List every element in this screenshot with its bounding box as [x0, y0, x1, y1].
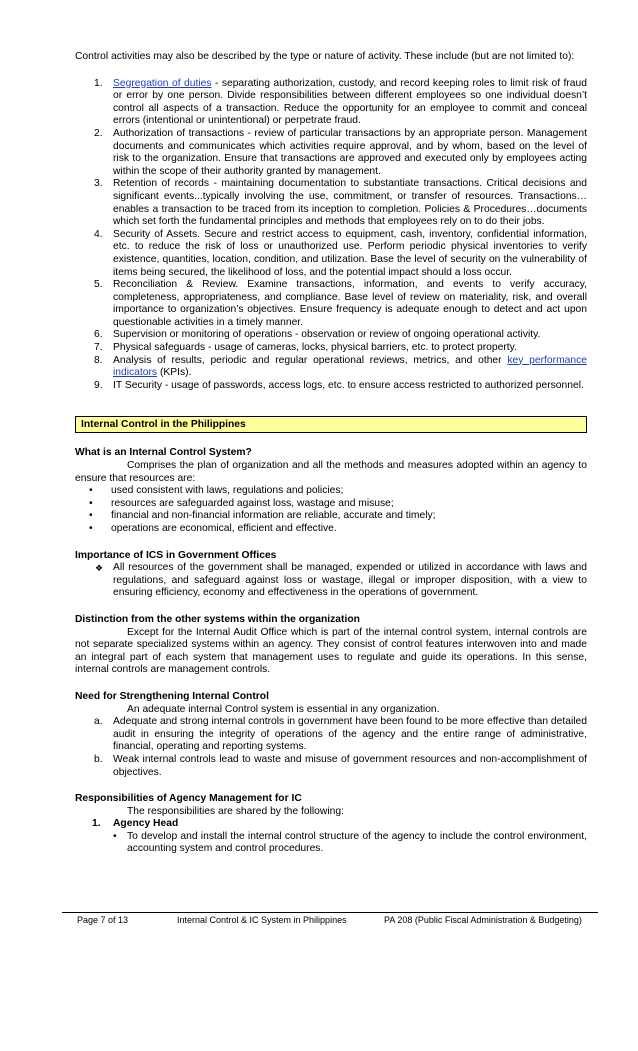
- need-paragraph: An adequate internal Control system is essential in any organization.: [127, 703, 440, 715]
- segregation-of-duties-link[interactable]: Segregation of duties: [113, 77, 212, 89]
- distinction-paragraph: Except for the Internal Audit Office which is part of the internal control system, internal controls are not separate specialized systems within an agency. They consist of control features interwoven into and made an integral part of each system that management uses to regulate and guide its operations. In this sense, internal controls are management controls.: [75, 626, 587, 676]
- list-item: • operations are economical, efficient and effective.: [89, 523, 337, 534]
- importance-list: [75, 562, 587, 600]
- responsibilities-paragraph: The responsibilities are shared by the following:: [127, 805, 344, 817]
- ics-heading: What is an Internal Control System?: [75, 447, 252, 459]
- list-item: 7. Physical safeguards - usage of cameras, locks, physical barriers, etc. to protect property.: [94, 342, 517, 354]
- list-item: • used consistent with laws, regulations and policies;: [89, 485, 344, 497]
- importance-heading: Importance of ICS in Government Offices: [75, 549, 277, 561]
- bullet-icon: •: [113, 830, 117, 842]
- agency-head-subheading: 1. Agency Head: [92, 818, 179, 830]
- ics-bullet-list: [75, 485, 587, 535]
- list-item: 5. Reconciliation & Review. Examine transactions, information, and events to verify accuracy, completeness, appropriateness, and compliance. Base level of review on materiality, risk, and overall importance to organization’s objectives. Ensure frequency is adequate enough to detect and act upon questionable activities in a timely manner.: [94, 279, 587, 328]
- bullet-icon: •: [89, 497, 93, 509]
- list-item: b. Weak internal controls lead to waste and misuse of government resources and non-accomplishment of objectives.: [94, 753, 587, 778]
- footer-course: PA 208 (Public Fiscal Administration & Budgeting): [384, 915, 582, 925]
- list-item: 4. Security of Assets. Secure and restrict access to equipment, cash, inventory, confidential information, etc. to reduce the risk of loss or unauthorized use. Perform periodic physical inventories to verify existence, quantities, location, condition, and utilization. Base the level of security on the vulnerability of items being secured, the likelihood of loss, and the potential impact should a loss occur.: [94, 228, 587, 278]
- page-footer: [62, 912, 598, 925]
- need-list: [75, 716, 587, 779]
- responsibilities-heading: Responsibilities of Agency Management for IC: [75, 793, 302, 805]
- page-number: Page 7 of 13: [77, 915, 129, 925]
- distinction-heading: Distinction from the other systems within the organization: [75, 613, 360, 625]
- intro-paragraph: Control activities may also be described by the type or nature of activity. These include (but are not limited to):: [75, 51, 575, 62]
- list-item: 1. Segregation of duties - separating authorization, custody, and record keeping roles to limit risk of fraud or error by one person. Divide responsibilities between different employees so one individual doesn’t control all aspects of a transaction. Reduce the opportunity for an employee to commit and conceal errors (intentional or unintentional) or perpetrate fraud.: [94, 77, 587, 127]
- ics-paragraph: Comprises the plan of organization and all the methods and measures adopted within an agency to ensure that resources are:: [75, 460, 587, 484]
- control-activities-list: [75, 78, 587, 393]
- diamond-bullet-icon: ❖: [95, 563, 104, 574]
- bullet-icon: •: [89, 523, 93, 534]
- footer-title: Internal Control & IC System in Philippines: [177, 915, 347, 925]
- list-item: 9. IT Security - usage of passwords, access logs, etc. to ensure access restricted to authorized personnel.: [94, 379, 584, 391]
- section-title-box: Internal Control in the Philippines: [75, 416, 587, 433]
- list-item: • financial and non-financial information are reliable, accurate and timely;: [89, 510, 436, 522]
- list-item: 3. Retention of records - maintaining documentation to substantiate transactions. Critical decisions and significant events...typically involving the use, commitment, or transfer of resources. Transactions…enables a transaction to be traced from its inception to completion. Policies & Procedures…documents which set forth the fundamental principles and methods that employees rely on to do their jobs.: [94, 178, 587, 228]
- key-performance-indicators-link[interactable]: key performance indicators: [113, 354, 587, 379]
- document-page: [75, 51, 587, 856]
- list-item: • To develop and install the internal control structure of the agency to include the control environment, accounting system and control procedures.: [113, 830, 587, 855]
- list-item: • resources are safeguarded against loss, wastage and misuse;: [89, 497, 394, 509]
- list-item: ❖ All resources of the government shall be managed, expended or utilized in accordance with laws and regulations, and safeguard against loss or wastage, illegal or improper disposition, with a view to ensuring efficiency, economy and effectiveness in the operations of government.: [95, 562, 587, 599]
- need-heading: Need for Strengthening Internal Control: [75, 690, 269, 702]
- bullet-icon: •: [89, 510, 93, 522]
- list-item: 2. Authorization of transactions - review of particular transactions by an appropriate person. Management documents and communicates which activities require approval, and by whom, based on the level of risk to the organization. Ensure that transactions are approved and executed only by employees acting within the scope of their authority granted by management.: [94, 127, 587, 177]
- bullet-icon: •: [89, 485, 93, 497]
- list-item: 6. Supervision or monitoring of operations - observation or review of ongoing operational activity.: [94, 329, 541, 341]
- agency-head-list: [75, 831, 587, 856]
- list-item: 8. Analysis of results, periodic and regular operational reviews, metrics, and other key performance indicators (KPIs).: [94, 354, 587, 379]
- list-item: a. Adequate and strong internal controls in government have been found to be more effective than detailed audit in ensuring the integrity of operations of the agency and the entire range of administrative, financial, operating and reporting systems.: [94, 716, 587, 753]
